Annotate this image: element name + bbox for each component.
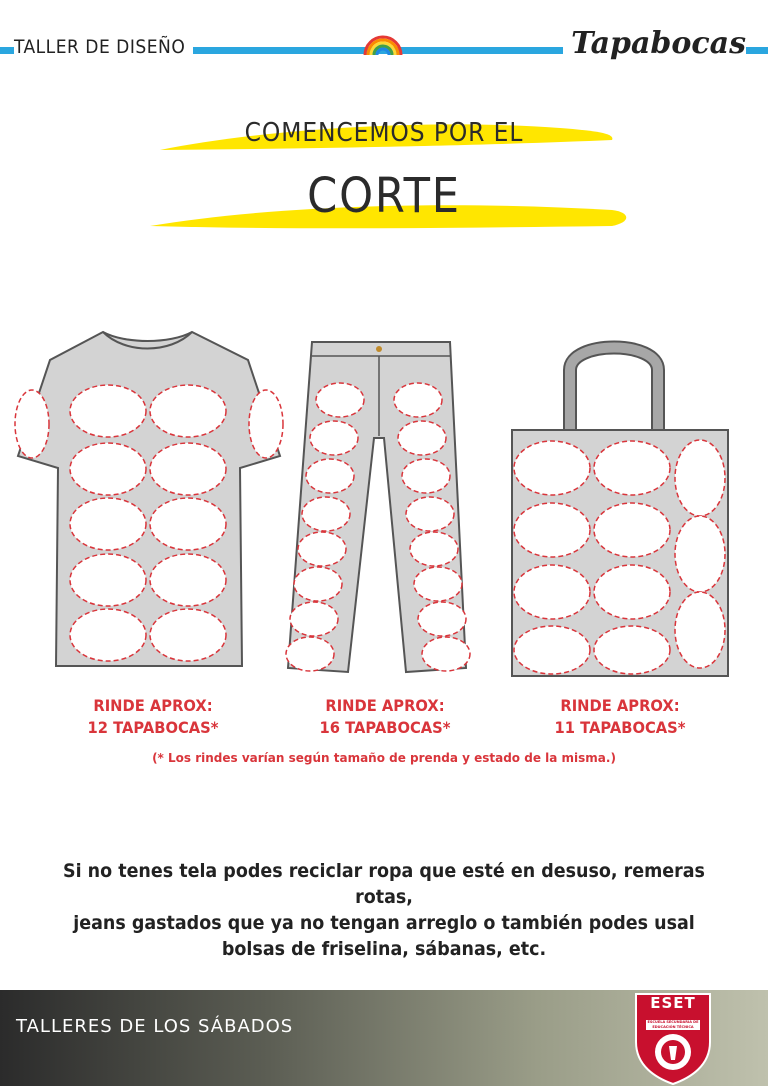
- footer-label: TALLERES DE LOS SÁBADOS: [16, 1016, 294, 1037]
- yield-tshirt-count: 12 TAPABOCAS*: [87, 718, 219, 737]
- header-title: TALLER DE DISEÑO: [14, 36, 193, 58]
- yield-tshirt: [56, 695, 249, 739]
- yield-jeans: [288, 695, 481, 739]
- body-line-2: jeans gastados que ya no tengan arreglo o también podes usal: [73, 912, 695, 934]
- yield-jeans-count: 16 TAPABOCAS*: [319, 718, 451, 737]
- tote-bag-illustration: [508, 330, 734, 680]
- jeans-illustration: [282, 338, 474, 680]
- yield-tote-label: RINDE APROX:: [560, 696, 680, 715]
- yield-tote: [523, 695, 716, 739]
- logo-subtitle: ESCUELA SECUNDARIA DE EDUCACIÓN TÉCNICA: [647, 1020, 699, 1029]
- body-line-3: bolsas de friselina, sábanas, etc.: [221, 938, 547, 960]
- logo-text: ESET: [650, 994, 696, 1012]
- yield-jeans-label: RINDE APROX:: [325, 696, 445, 715]
- body-paragraph: [58, 858, 709, 962]
- yield-tote-count: 11 TAPABOCAS*: [554, 718, 686, 737]
- title-line-2: CORTE: [307, 168, 461, 224]
- title-line-1: COMENCEMOS POR EL: [244, 118, 524, 148]
- header-brand: Tapabocas: [563, 26, 746, 61]
- body-line-1: Si no tenes tela podes reciclar ropa que esté en desuso, remeras rotas,: [63, 860, 705, 908]
- yield-note: (* Los rindes varían según tamaño de prenda y estado de la misma.): [152, 751, 616, 765]
- tshirt-illustration: [10, 326, 288, 678]
- yield-tshirt-label: RINDE APROX:: [93, 696, 213, 715]
